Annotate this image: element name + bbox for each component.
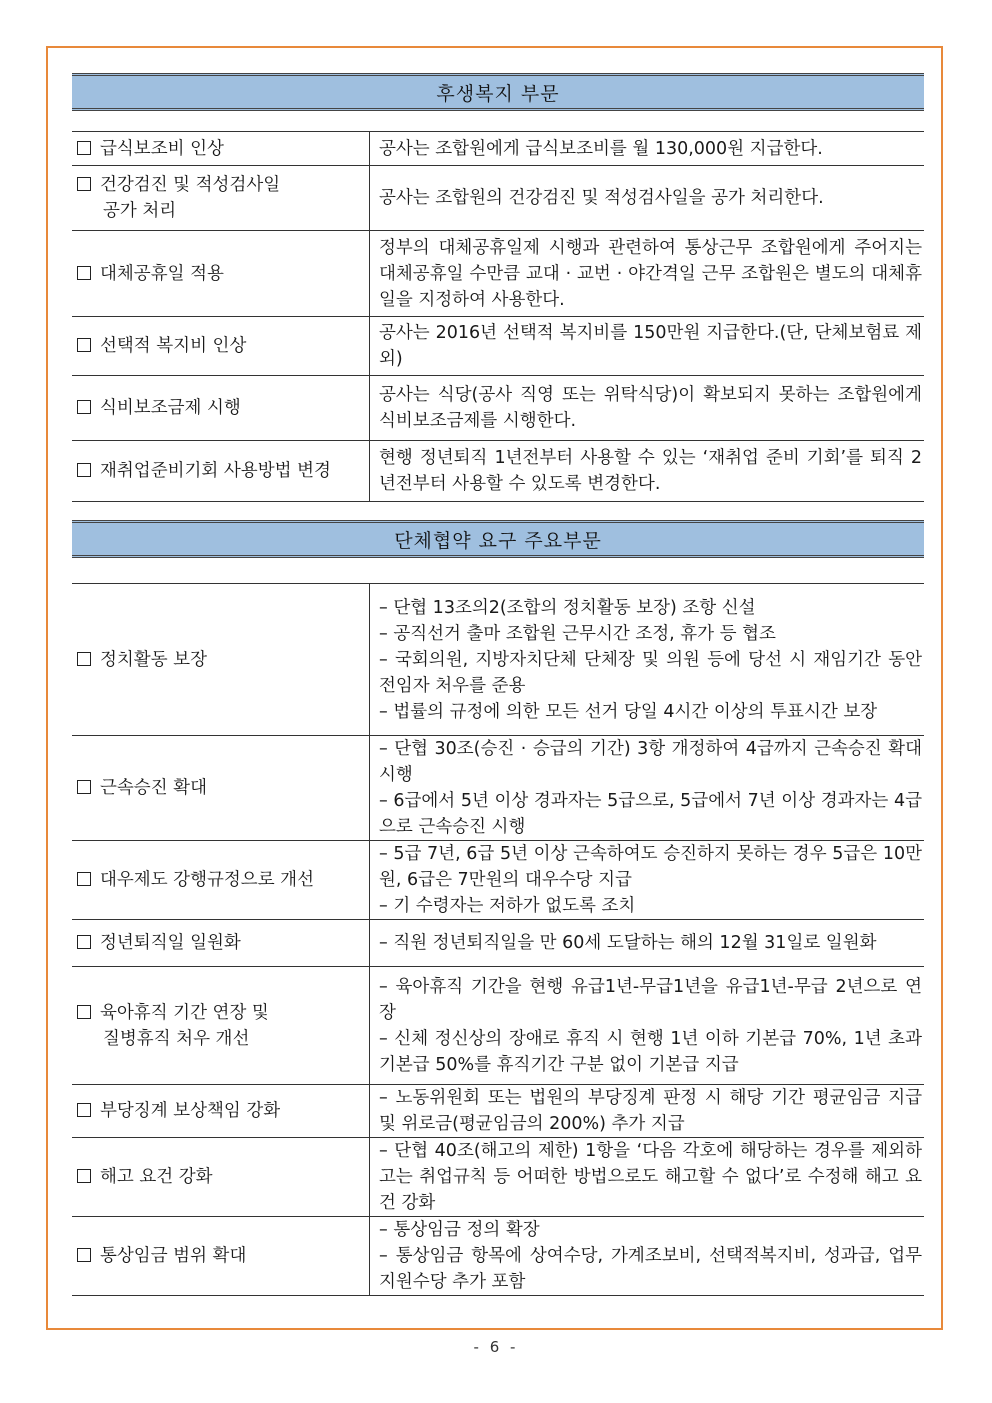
row-label-text: 급식보조비 인상 bbox=[100, 138, 224, 159]
description-line: – 육아휴직 기간을 현행 유급1년-무급1년을 유급1년-무급 2년으로 연장 bbox=[379, 976, 922, 1023]
row-label bbox=[72, 841, 370, 920]
row-label bbox=[72, 920, 370, 967]
checkbox-square-icon bbox=[77, 141, 91, 155]
row-label-line bbox=[77, 1243, 369, 1269]
row-label-text: 해고 요건 강화 bbox=[100, 1167, 213, 1187]
description-line: – 국회의원, 지방자치단체 단체장 및 의원 등에 당선 시 재임기간 동안 전임자 처우를 준용 bbox=[379, 649, 922, 696]
description-line: – 신체 정신상의 장애로 휴직 시 현행 1년 이하 기본급 70%, 1년 초과 기본급 50%를 휴직기간 구분 없이 기본급 지급 bbox=[379, 1028, 922, 1075]
row-label bbox=[72, 231, 370, 317]
description-line: – 통상임금 항목에 상여수당, 가계조보비, 선택적복지비, 성과급, 업무지원수당 추가 포함 bbox=[379, 1246, 922, 1292]
description-line: 공사는 2016년 선택적 복지비를 150만원 지급한다.(단, 단체보험료 제외) bbox=[379, 323, 922, 369]
row-label-line bbox=[77, 333, 369, 359]
row-label-line bbox=[77, 930, 369, 956]
description-line: 공사는 조합원에게 급식보조비를 월 130,000원 지급한다. bbox=[379, 138, 823, 159]
page-number: - 6 - bbox=[473, 1338, 519, 1356]
row-description bbox=[370, 441, 925, 502]
checkbox-square-icon bbox=[77, 1005, 91, 1019]
description-line: – 통상임금 정의 확장 bbox=[379, 1220, 540, 1240]
row-label bbox=[72, 1085, 370, 1138]
row-description bbox=[370, 317, 925, 376]
section-title-text: 후생복지 부문 bbox=[436, 82, 560, 105]
row-label-text: 대우제도 강행규정으로 개선 bbox=[100, 870, 314, 890]
row-label bbox=[72, 166, 370, 231]
row-label-line bbox=[77, 647, 369, 673]
row-label-line bbox=[77, 1098, 369, 1124]
row-label-text: 질병휴직 처우 개선 bbox=[103, 1028, 250, 1049]
welfare-table bbox=[72, 131, 924, 502]
row-label-line bbox=[77, 1000, 369, 1026]
row-label bbox=[72, 967, 370, 1085]
row-label bbox=[72, 441, 370, 502]
row-description bbox=[370, 166, 925, 231]
checkbox-square-icon bbox=[77, 1103, 91, 1117]
table-row bbox=[72, 376, 924, 441]
row-description bbox=[370, 920, 925, 967]
row-label-text: 통상임금 범위 확대 bbox=[100, 1246, 247, 1266]
description-line: – 6급에서 5년 이상 경과자는 5급으로, 5급에서 7년 이상 경과자는 4급으로 근속승진 시행 bbox=[379, 791, 922, 837]
checkbox-square-icon bbox=[77, 872, 91, 886]
row-label bbox=[72, 1217, 370, 1296]
checkbox-square-icon bbox=[77, 935, 91, 949]
row-label-text: 부당징계 보상책임 강화 bbox=[100, 1101, 281, 1121]
row-label-text: 정치활동 보장 bbox=[100, 649, 207, 670]
row-description bbox=[370, 376, 925, 441]
row-description bbox=[370, 132, 925, 166]
description-line: 현행 정년퇴직 1년전부터 사용할 수 있는 ‘재취업 준비 기회’를 퇴직 2년전부터 사용할 수 있도록 변경한다. bbox=[379, 448, 922, 494]
section-title-collective-agreement bbox=[72, 520, 924, 558]
row-label-line bbox=[77, 458, 369, 484]
row-label bbox=[72, 317, 370, 376]
row-label-text: 육아휴직 기간 연장 및 bbox=[100, 1002, 269, 1023]
row-description bbox=[370, 1085, 925, 1138]
section-title-text: 단체협약 요구 주요부문 bbox=[394, 529, 602, 552]
description-line: – 기 수령자는 저하가 없도록 조치 bbox=[379, 896, 636, 916]
row-label-line bbox=[77, 261, 369, 287]
description-line: – 공직선거 출마 조합원 근무시간 조정, 휴가 등 협조 bbox=[379, 623, 776, 644]
description-line: – 5급 7년, 6급 5년 이상 근속하여도 승진하지 못하는 경우 5급은 10만원, 6급은 7만원의 대우수당 지급 bbox=[379, 844, 922, 890]
table-row bbox=[72, 132, 924, 166]
table-row bbox=[72, 231, 924, 317]
checkbox-square-icon bbox=[77, 652, 91, 666]
table-row bbox=[72, 584, 924, 736]
row-label-line bbox=[77, 1164, 369, 1190]
table-row bbox=[72, 166, 924, 231]
row-label bbox=[72, 132, 370, 166]
row-label-text: 정년퇴직일 일원화 bbox=[100, 933, 241, 953]
table-row bbox=[72, 1085, 924, 1138]
table-row bbox=[72, 317, 924, 376]
row-description bbox=[370, 967, 925, 1085]
row-description bbox=[370, 841, 925, 920]
agreement-table bbox=[72, 583, 924, 1296]
row-label-text: 대체공휴일 적용 bbox=[100, 263, 224, 284]
description-line: – 단협 40조(해고의 제한) 1항을 ‘다음 각호에 해당하는 경우를 제외하고는 취업규칙 등 어떠한 방법으로도 해고할 수 없다’로 수정해 해고 요건 강화 bbox=[379, 1141, 922, 1213]
row-description bbox=[370, 231, 925, 317]
row-description bbox=[370, 1138, 925, 1217]
table-row bbox=[72, 441, 924, 502]
row-description bbox=[370, 1217, 925, 1296]
description-line: 공사는 식당(공사 직영 또는 위탁식당)이 확보되지 못하는 조합원에게 식비보조금제를 시행한다. bbox=[379, 385, 922, 431]
row-label-line bbox=[77, 775, 369, 801]
description-line: – 노동위원회 또는 법원의 부당징계 판정 시 해당 기간 평균임금 지급 및 위로금(평균임금의 200%) 추가 지급 bbox=[379, 1088, 922, 1134]
row-label-line bbox=[77, 1026, 369, 1052]
row-label-text: 근속승진 확대 bbox=[100, 778, 207, 798]
row-label bbox=[72, 736, 370, 841]
row-label-text: 식비보조금제 시행 bbox=[100, 398, 241, 418]
table-row bbox=[72, 920, 924, 967]
description-line: – 단협 13조의2(조합의 정치활동 보장) 조항 신설 bbox=[379, 597, 756, 618]
description-line: 정부의 대체공휴일제 시행과 관련하여 통상근무 조합원에게 주어지는 대체공휴일 수만큼 교대 · 교번 · 야간격일 근무 조합원은 별도의 대체휴일을 지정하여 사용한다. bbox=[379, 237, 922, 310]
row-label-text: 공가 처리 bbox=[103, 201, 177, 221]
table-row bbox=[72, 1217, 924, 1296]
checkbox-square-icon bbox=[77, 266, 91, 280]
row-label-text: 재취업준비기회 사용방법 변경 bbox=[100, 461, 331, 481]
checkbox-square-icon bbox=[77, 1169, 91, 1183]
section-title-welfare bbox=[72, 73, 924, 111]
checkbox-square-icon bbox=[77, 338, 91, 352]
checkbox-square-icon bbox=[77, 177, 91, 191]
row-label bbox=[72, 376, 370, 441]
row-label-line bbox=[77, 136, 369, 162]
table-row bbox=[72, 736, 924, 841]
table-row bbox=[72, 841, 924, 920]
table-row bbox=[72, 1138, 924, 1217]
description-line: – 직원 정년퇴직일을 만 60세 도달하는 해의 12월 31일로 일원화 bbox=[379, 933, 877, 953]
table-row bbox=[72, 967, 924, 1085]
row-label-text: 건강검진 및 적성검사일 bbox=[100, 175, 281, 195]
description-line: 공사는 조합원의 건강검진 및 적성검사일을 공가 처리한다. bbox=[379, 188, 824, 208]
checkbox-square-icon bbox=[77, 1248, 91, 1262]
description-line: – 법률의 규정에 의한 모든 선거 당일 4시간 이상의 투표시간 보장 bbox=[379, 701, 878, 722]
row-label-text: 선택적 복지비 인상 bbox=[100, 336, 247, 356]
row-description bbox=[370, 736, 925, 841]
checkbox-square-icon bbox=[77, 400, 91, 414]
row-label-line bbox=[77, 867, 369, 893]
row-label bbox=[72, 584, 370, 736]
row-label-line bbox=[77, 395, 369, 421]
row-label-line bbox=[77, 198, 369, 224]
row-label-line bbox=[77, 172, 369, 198]
description-line: – 단협 30조(승진 · 승급의 기간) 3항 개정하여 4급까지 근속승진 확대 시행 bbox=[379, 739, 922, 785]
row-label bbox=[72, 1138, 370, 1217]
checkbox-square-icon bbox=[77, 780, 91, 794]
checkbox-square-icon bbox=[77, 463, 91, 477]
row-description bbox=[370, 584, 925, 736]
